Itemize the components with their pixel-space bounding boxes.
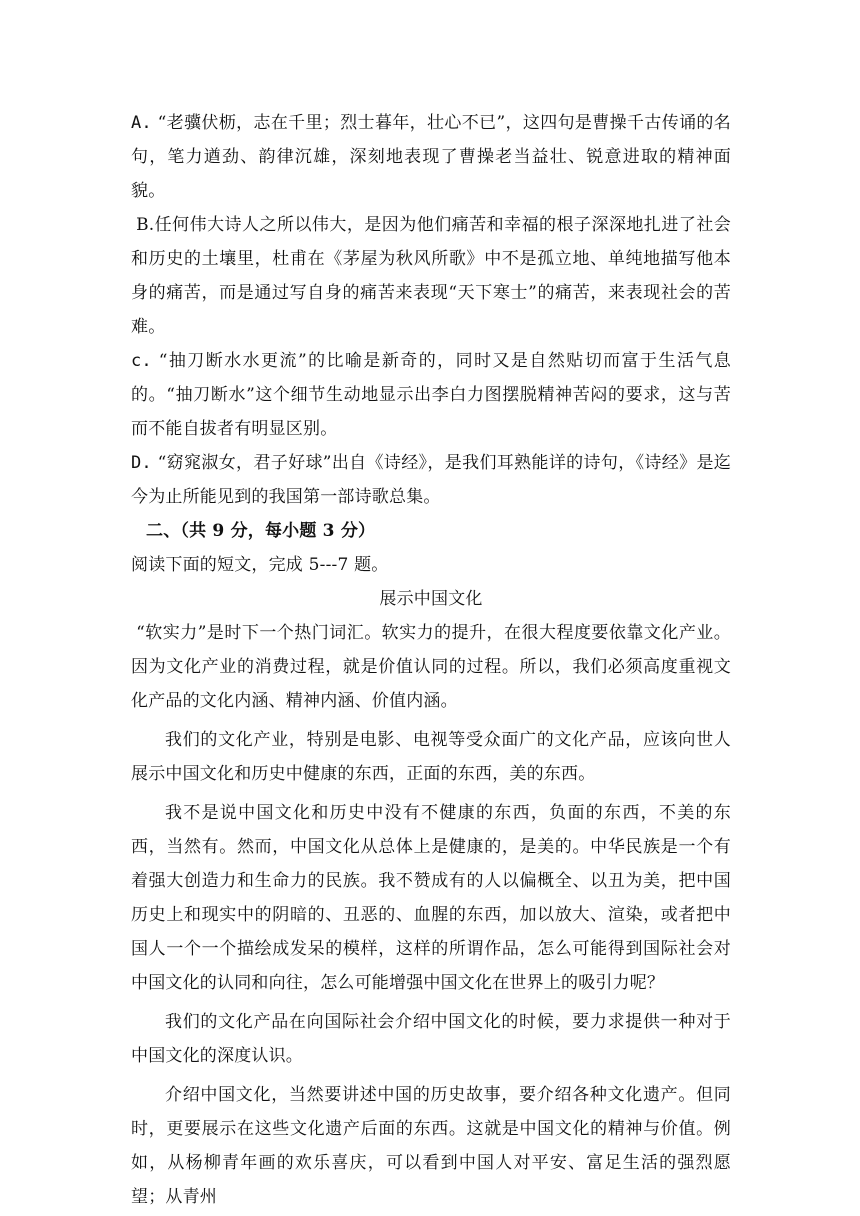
article-paragraph: 我不是说中国文化和历史中没有不健康的东西，负面的东西，不美的东西，当然有。然而，中国文化从总体上是健康的，是美的。中华民族是一个有着强大创造力和生命力的民族。我不赞成有的人以偏概全、以丑为美，把中国历史上和现实中的阴暗的、丑恶的、血腥的东西，加以放大、渲染，或者把中国人一个一个描绘成发呆的模样，这样的所谓作品，怎么可能得到国际社会对中国文化的认同和向往，怎么可能增强中国文化在世界上的吸引力呢？ [131,803,731,993]
option-a-label: A. [131,113,152,133]
section-heading: 二、（共 9 分，每小题 3 分） [146,521,376,541]
option-c-label: c. [131,351,152,371]
article-paragraph: 介绍中国文化，当然要讲述中国的历史故事，要介绍各种文化遗产。但同时，更要展示在这些文化遗产后面的东西。这就是中国文化的精神与价值。例如，从杨柳青年画的欢乐喜庆，可以看到中国人对平安、富足生活的强烈愿望；从青州 [131,1085,731,1207]
option-b-text: 任何伟大诗人之所以伟大，是因为他们痛苦和幸福的根子深深地扎进了社会和历史的土壤里，杜甫在《茅屋为秋风所歌》中不是孤立地、单纯地描写他本身的痛苦，而是通过写自身的痛苦来表现“天下寒士”的痛苦，来表现社会的苦难。 [131,215,731,337]
option-a [131,106,731,208]
option-b [131,208,731,344]
article-title: 展示中国文化 [379,589,483,609]
option-b-label: B. [136,215,155,235]
section-instruction: 阅读下面的短文，完成 5---7 题。 [131,555,389,575]
document-body [131,106,731,1214]
article-paragraph: “软实力”是时下一个热门词汇。软实力的提升，在很大程度要依靠文化产业。因为文化产业的消费过程，就是价值认同的过程。所以，我们必须高度重视文化产品的文化内涵、精神内涵、价值内涵。 [131,623,731,711]
option-c [131,344,731,446]
article-paragraph: 我们的文化产品在向国际社会介绍中国文化的时候，要力求提供一种对于中国文化的深度认识。 [131,1012,731,1066]
option-d-label: D. [131,453,152,473]
option-d-text: “窈窕淑女，君子好球”出自《诗经》，是我们耳熟能详的诗句，《诗经》是迄今为止所能见到的我国第一部诗歌总集。 [131,453,731,507]
option-a-text: “老骥伏枥，志在千里；烈士暮年，壮心不已”，这四句是曹操千古传诵的名句，笔力遒劲、韵律沉雄，深刻地表现了曹操老当益壮、锐意进取的精神面貌。 [131,113,731,201]
option-d [131,446,731,514]
article-paragraph: 我们的文化产业，特别是电影、电视等受众面广的文化产品，应该向世人展示中国文化和历史中健康的东西，正面的东西，美的东西。 [131,730,731,784]
option-c-text: “抽刀断水水更流”的比喻是新奇的，同时又是自然贴切而富于生活气息的。“抽刀断水”这个细节生动地显示出李白力图摆脱精神苦闷的要求，这与苦而不能自拔者有明显区别。 [131,351,731,439]
